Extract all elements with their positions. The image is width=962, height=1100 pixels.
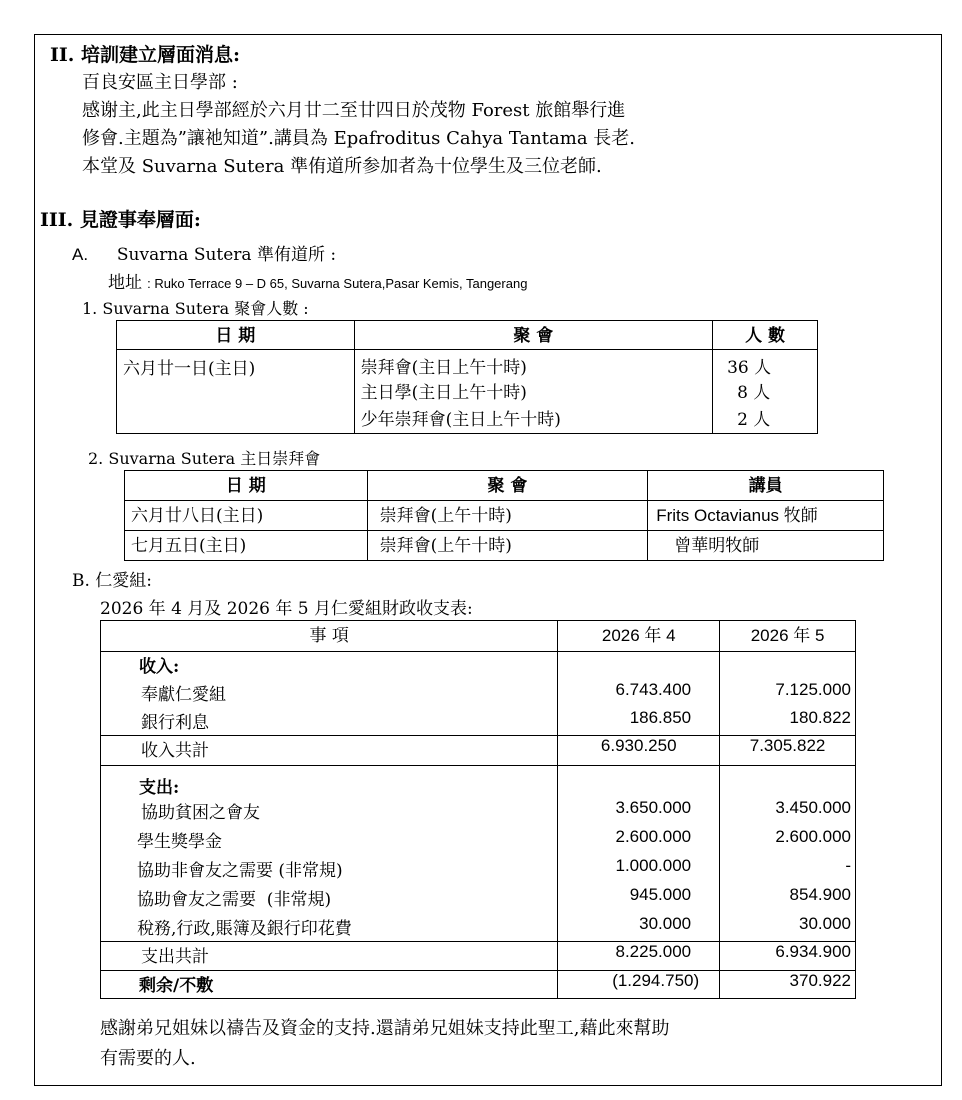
finance-row-apr: 30.000: [558, 914, 720, 942]
finance-cell-empty: [558, 766, 720, 798]
income-total-may: 7.305.822: [720, 736, 856, 766]
finance-row-item: 協助非會友之需要 (非常規): [101, 856, 558, 885]
section-2-line-3: 本堂及 Suvarna Sutera 準侑道所参加者為十位學生及三位老師.: [82, 156, 602, 177]
section-2-number: II.: [50, 44, 75, 66]
table-cell-date: 六月廿一日(主日): [117, 350, 355, 434]
expense-total-may: 6.934.900: [720, 942, 856, 971]
finance-row-item: 協助貧困之會友: [101, 798, 558, 827]
section-2-heading: [50, 40, 240, 67]
address-label: 地址: [108, 273, 142, 293]
table-cell-date: 七月五日(主日): [125, 531, 368, 561]
balance-apr: (1.294.750): [558, 971, 720, 999]
address-value: : Ruko Terrace 9 – D 65, Suvarna Sutera,Pasar Kemis, Tangerang: [147, 276, 528, 291]
table-cell-meeting: 主日學(主日上午十時): [354, 378, 712, 405]
finance-header-item: 事 項: [101, 621, 558, 652]
finance-row-apr: 1.000.000: [558, 856, 720, 885]
finance-table: [100, 620, 856, 999]
subsection-a: [72, 240, 336, 265]
finance-row-item: 學生獎學金: [101, 827, 558, 856]
attendance-table: [116, 320, 818, 434]
finance-row-item: 銀行利息: [101, 708, 558, 736]
income-total-label: 收入共計: [101, 736, 558, 766]
table-header-date: 日 期: [125, 471, 368, 501]
table-header-date: 日 期: [117, 321, 355, 350]
section-3-number: III.: [40, 209, 74, 231]
income-label: 收入:: [101, 652, 558, 680]
finance-row-apr: 3.650.000: [558, 798, 720, 827]
finance-row-may: 180.822: [720, 708, 856, 736]
finance-subtitle: 2026 年 4 月及 2026 年 5 月仁愛組財政收支表:: [100, 599, 473, 619]
table-cell-speaker: 曾華明牧師: [648, 531, 884, 561]
finance-row-apr: 2.600.000: [558, 827, 720, 856]
table-cell-meeting: 崇拜會(上午十時): [367, 531, 648, 561]
closing-line-1: 感謝弟兄姐妹以禱告及資金的支持.還請弟兄姐妹支持此聖工,藉此來幫助: [100, 1018, 670, 1039]
finance-row-apr: 945.000: [558, 885, 720, 914]
subsection-a-label: A.: [72, 245, 89, 264]
table-cell-speaker: Frits Octavianus 牧師: [648, 501, 884, 531]
finance-row-item: 稅務,行政,賬簿及銀行印花費: [101, 914, 558, 942]
section-2-line-2: 修會.主題為”讓祂知道”.講員為 Epafroditus Cahya Tantama 長老.: [82, 128, 635, 149]
finance-row-apr: 6.743.400: [558, 680, 720, 708]
table-2-title: 2. Suvarna Sutera 主日崇拜會: [88, 449, 321, 468]
income-total-apr: 6.930.250: [558, 736, 720, 766]
finance-row-item: 奉獻仁愛組: [101, 680, 558, 708]
finance-row-may: 2.600.000: [720, 827, 856, 856]
finance-cell-empty: [720, 766, 856, 798]
balance-may: 370.922: [720, 971, 856, 999]
finance-row-apr: 186.850: [558, 708, 720, 736]
section-2-line-1: 感谢主,此主日學部經於六月廿二至廿四日於茂物 Forest 旅館舉行進: [82, 100, 626, 121]
table-1-title: 1. Suvarna Sutera 聚會人數 :: [82, 299, 309, 318]
section-3-heading: [40, 205, 201, 232]
section-3-title: 見證事奉層面:: [79, 209, 201, 231]
finance-row-may: 3.450.000: [720, 798, 856, 827]
expense-label: 支出:: [101, 766, 558, 798]
table-cell-count: 8 人: [713, 378, 818, 405]
worship-table: [124, 470, 884, 561]
table-cell-date: 六月廿八日(主日): [125, 501, 368, 531]
finance-cell-empty: [558, 652, 720, 680]
section-2-title: 培訓建立層面消息:: [81, 44, 241, 66]
section-2-org: 百良安區主日學部 :: [82, 72, 238, 93]
closing-line-2: 有需要的人.: [100, 1048, 196, 1069]
finance-header-may: 2026 年 5: [720, 621, 856, 652]
table-cell-meeting: 少年崇拜會(主日上午十時): [354, 405, 712, 433]
table-cell-count: 2 人: [713, 405, 818, 433]
table-cell-meeting: 崇拜會(上午十時): [367, 501, 648, 531]
expense-total-apr: 8.225.000: [558, 942, 720, 971]
finance-cell-empty: [720, 652, 856, 680]
table-cell-meeting: 崇拜會(主日上午十時): [354, 350, 712, 379]
finance-header-apr: 2026 年 4: [558, 621, 720, 652]
finance-row-may: 7.125.000: [720, 680, 856, 708]
subsection-a-title: Suvarna Sutera 準侑道所 :: [116, 245, 337, 265]
finance-row-may: 30.000: [720, 914, 856, 942]
finance-row-may: 854.900: [720, 885, 856, 914]
expense-total-label: 支出共計: [101, 942, 558, 971]
table-cell-count: 36 人: [713, 350, 818, 379]
subsection-b-label: B. 仁愛組:: [72, 571, 153, 591]
balance-label: 剩余/不敷: [101, 971, 558, 999]
table-header-meeting: 聚 會: [367, 471, 648, 501]
table-header-count: 人 數: [713, 321, 818, 350]
finance-row-item: 協助會友之需要 (非常規): [101, 885, 558, 914]
table-header-speaker: 講員: [648, 471, 884, 501]
table-header-meeting: 聚 會: [354, 321, 712, 350]
finance-row-may: -: [720, 856, 856, 885]
address-line: [108, 268, 527, 293]
